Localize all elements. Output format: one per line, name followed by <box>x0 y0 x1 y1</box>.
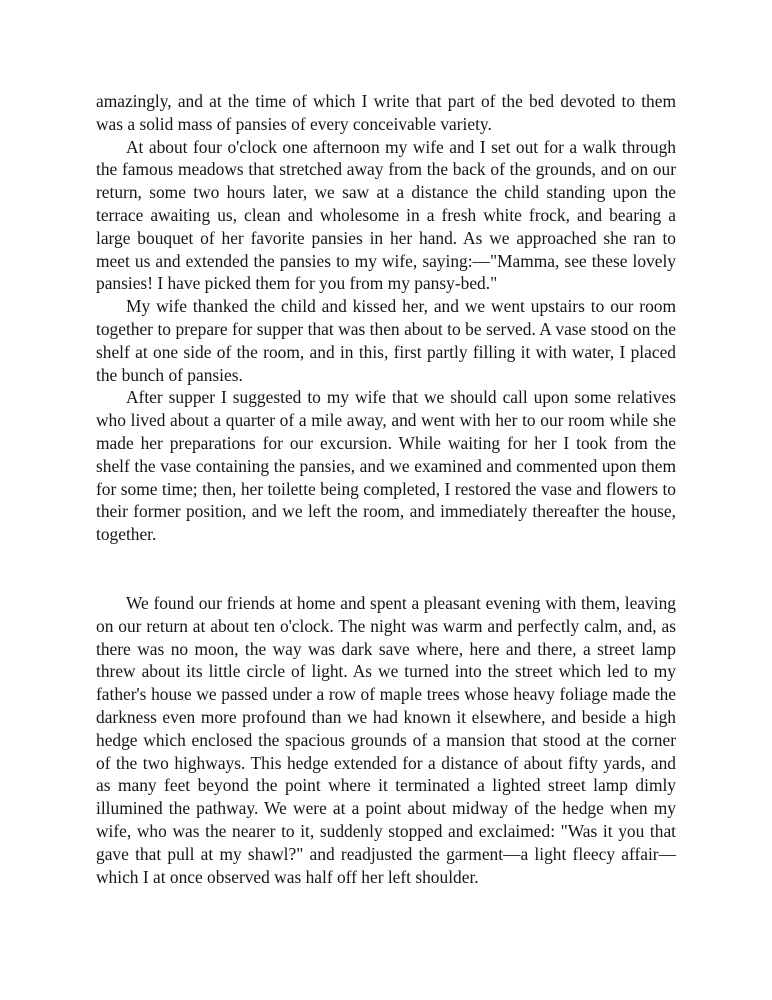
paragraph-return-walk: We found our friends at home and spent a pleasant evening with them, leaving on our return at about ten o'clock. The night was warm and perfectly calm, and, as there was no moon, the way was dark save where, here and there, a street lamp threw about its little circle of light. As we turned into the street which led to my father's house we passed under a row of maple trees whose heavy foliage made the darkness even more profound than we had known it elsewhere, and beside a high hedge which enclosed the spacious grounds of a mansion that stood at the corner of the two highways. This hedge extended for a distance of about fifty yards, and as many feet beyond the point where it terminated a lighted street lamp dimly illumined the pathway. We were at a point about midway of the hedge when my wife, who was the nearer to it, suddenly stopped and exclaimed: "Was it you that gave that pull at my shawl?" and readjusted the garment—a light fleecy affair—which I at once observed was half off her left shoulder. <box>96 592 676 887</box>
paragraph-after-supper: After supper I suggested to my wife that we should call upon some relatives who lived about a quarter of a mile away, and went with her to our room while she made her preparations for our excursion. While waiting for her I took from the shelf the vase containing the pansies, and we examined and commented upon them for some time; then, her toilette being completed, I restored the vase and flowers to their former position, and we left the room, and immediately thereafter the house, together. <box>96 387 676 545</box>
paragraph-walk: At about four o'clock one afternoon my wife and I set out for a walk through the famous meadows that stretched away from the back of the grounds, and on our return, some two hours later, we saw at a distance the child standing upon the terrace awaiting us, clean and wholesome in a fresh white frock, and bearing a large bouquet of her favorite pansies in her hand. As we approached she ran to meet us and extended the pansies to my wife, saying:—"Mamma, see these lovely pansies! I have picked them for you from my pansy-bed." <box>96 136 676 294</box>
page-body <box>96 90 676 888</box>
paragraph-continued: amazingly, and at the time of which I write that part of the bed devoted to them was a solid mass of pansies of every conceivable variety. <box>96 91 676 134</box>
section-break <box>96 546 676 592</box>
paragraph-upstairs: My wife thanked the child and kissed her, and we went upstairs to our room together to prepare for supper that was then about to be served. A vase stood on the shelf at one side of the room, and in this, first partly filling it with water, I placed the bunch of pansies. <box>96 296 676 385</box>
